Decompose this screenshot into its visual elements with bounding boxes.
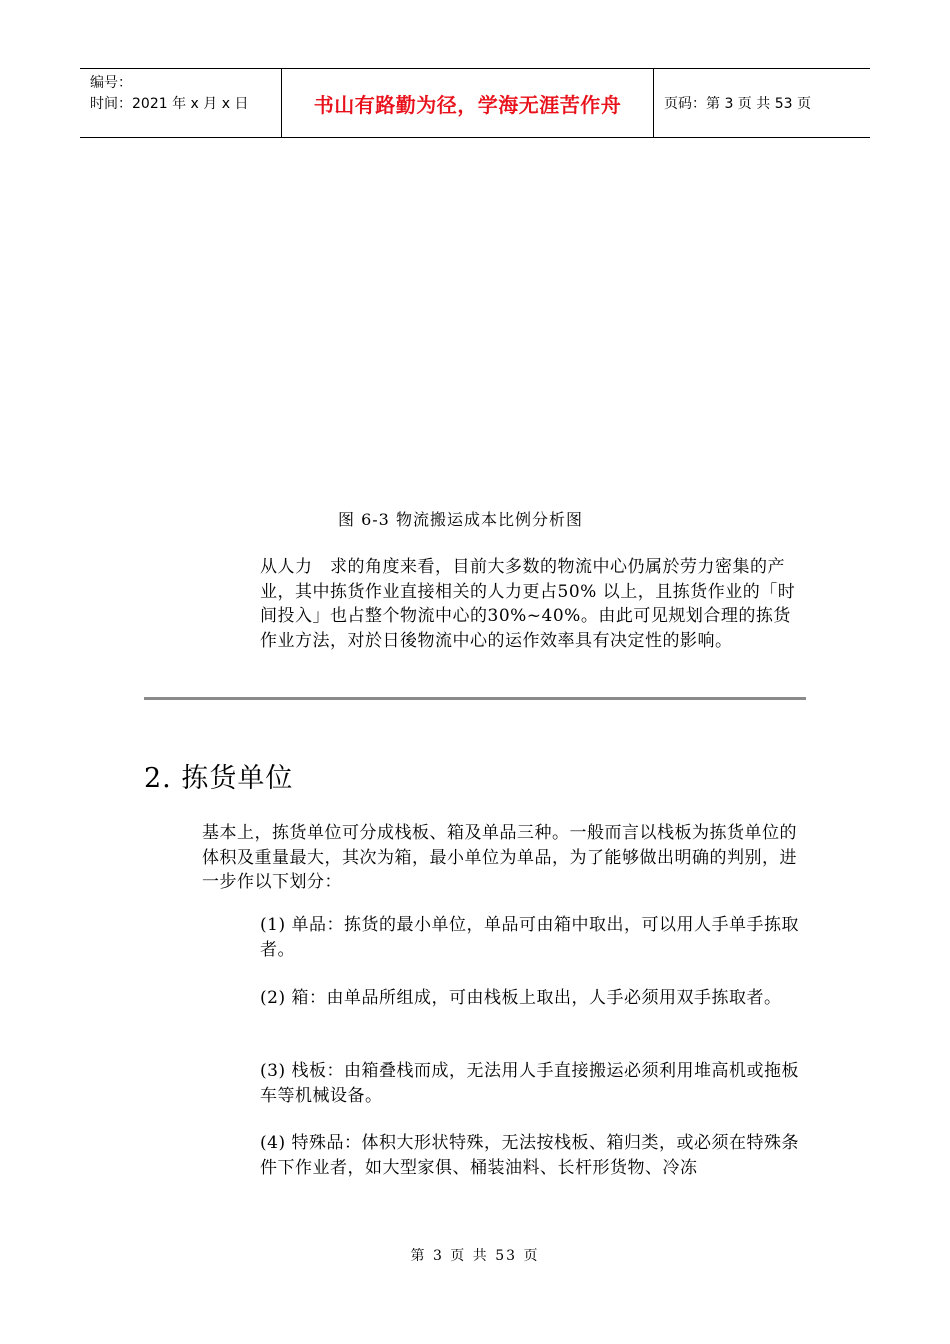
section-divider — [144, 697, 806, 700]
section-paragraph: 基本上，拣货单位可分成栈板、箱及单品三种。一般而言以栈板为拣货单位的体积及重量最大，其次为箱，最小单位为单品，为了能够做出明确的判别，进一步作以下划分： — [202, 823, 797, 892]
header-motto-cell — [281, 69, 654, 137]
figure-caption: 图 6-3 物流搬运成本比例分析图 — [338, 510, 583, 529]
document-number-label: 编号： — [90, 75, 132, 91]
page-footer: 第 3 页 共 53 页 — [410, 1248, 540, 1264]
document-date-label: 时间：2021 年 x 月 x 日 — [90, 96, 249, 112]
intro-paragraph: 从人力 求的角度来看，目前大多数的物流中心仍属於劳力密集的产业，其中拣货作业直接相关的人力更占50% 以上，且拣货作业的「时间投入」也占整个物流中心的30%~40%。由此可见规划合理的拣货作业方法，对於日後物流中心的运作效率具有决定性的影响。 — [260, 557, 796, 651]
section-heading: 2. 拣货单位 — [144, 763, 294, 794]
list-item-box: (2) 箱：由单品所组成，可由栈板上取出，人手必须用双手拣取者。 — [260, 988, 782, 1008]
header-page-number: 页码：第 3 页 共 53 页 — [664, 96, 811, 112]
page-header — [80, 68, 870, 138]
header-meta — [80, 69, 281, 137]
list-item-special: (4) 特殊品：体积大形状特殊，无法按栈板、箱归类，或必须在特殊条件下作业者，如大型家俱、桶装油料、长杆形货物、冷冻 — [260, 1133, 799, 1178]
list-item-pallet: (3) 栈板：由箱叠栈而成，无法用人手直接搬运必须利用堆高机或拖板车等机械设备。 — [260, 1061, 799, 1106]
header-page-cell — [654, 69, 870, 137]
list-item-unit: (1) 单品：拣货的最小单位，单品可由箱中取出，可以用人手单手拣取者。 — [260, 915, 799, 960]
header-motto: 书山有路勤为径，学海无涯苦作舟 — [313, 92, 622, 117]
